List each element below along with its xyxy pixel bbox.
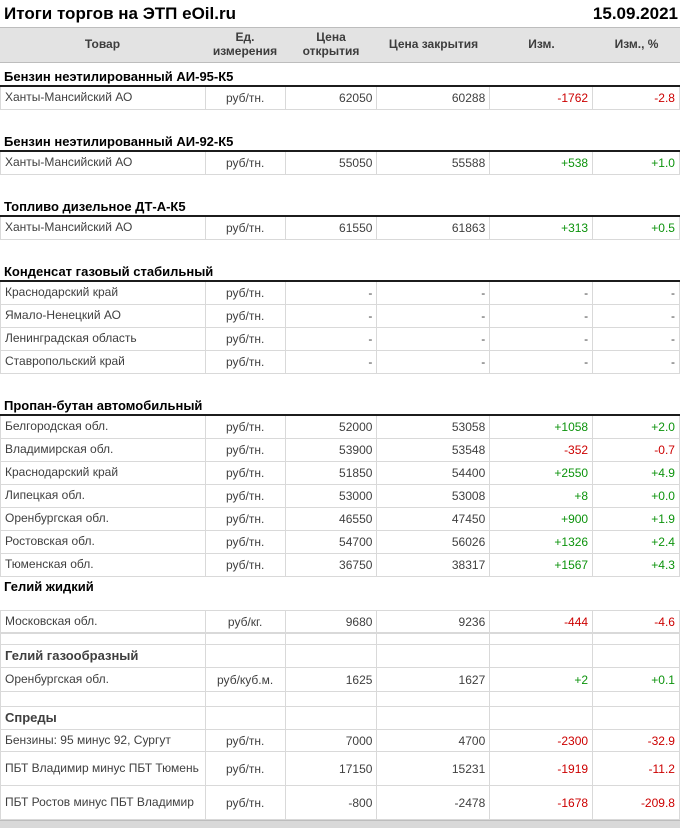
product-cell: Белгородская обл. <box>1 416 206 438</box>
section-title: Конденсат газовый стабильный <box>4 264 214 279</box>
column-header-unit: Ед. измерения <box>212 30 278 58</box>
close-price-cell: 61863 <box>377 217 490 239</box>
table-row <box>0 282 680 305</box>
close-price-cell: -2478 <box>377 786 490 819</box>
section-header-diesel <box>0 198 680 217</box>
change-cell: -1762 <box>490 87 593 109</box>
product-cell: ПБТ Ростов минус ПБТ Владимир <box>1 786 206 819</box>
section-header-condensate <box>0 263 680 282</box>
change-cell: +8 <box>490 485 593 507</box>
table-row <box>0 351 680 374</box>
change-pct-cell: +1.0 <box>593 152 680 174</box>
table-row <box>0 217 680 240</box>
empty-grid-row <box>0 633 680 645</box>
product-cell: Оренбургская обл. <box>1 668 206 691</box>
table-row <box>0 554 680 577</box>
change-cell: +1058 <box>490 416 593 438</box>
report-date: 15.09.2021 <box>592 3 678 23</box>
unit-cell: руб/тн. <box>206 439 286 461</box>
change-pct-cell: +1.9 <box>593 508 680 530</box>
change-pct-cell: -0.7 <box>593 439 680 461</box>
footer-strip <box>0 820 680 828</box>
section-header-helium-gas <box>0 645 680 668</box>
section-title: Бензин неэтилированный АИ-92-К5 <box>4 134 234 149</box>
open-price-cell: -800 <box>286 786 378 819</box>
open-price-cell: 7000 <box>286 730 378 751</box>
close-price-cell: 60288 <box>377 87 490 109</box>
open-price-cell: 55050 <box>286 152 378 174</box>
unit-cell: руб/тн. <box>206 786 286 819</box>
change-cell: +1326 <box>490 531 593 553</box>
section-title: Спреды <box>1 707 206 729</box>
section-header-ai92 <box>0 133 680 152</box>
column-header-open: Цена открытия <box>302 30 360 58</box>
unit-cell: руб/кг. <box>206 611 286 632</box>
product-cell: Бензины: 95 минус 92, Сургут <box>1 730 206 751</box>
unit-cell: руб/тн. <box>206 351 286 373</box>
product-cell: Ханты-Мансийский АО <box>1 87 206 109</box>
open-price-cell: - <box>286 351 378 373</box>
table-column-header <box>0 27 680 63</box>
product-cell: Оренбургская обл. <box>1 508 206 530</box>
page-title: Итоги торгов на ЭТП eOil.ru <box>4 3 236 23</box>
change-pct-cell: +0.5 <box>593 217 680 239</box>
change-pct-cell: -4.6 <box>593 611 680 632</box>
unit-cell: руб/куб.м. <box>206 668 286 691</box>
unit-cell: руб/тн. <box>206 416 286 438</box>
change-pct-cell: -209.8 <box>593 786 680 819</box>
change-cell: - <box>490 305 593 327</box>
change-cell: -352 <box>490 439 593 461</box>
close-price-cell: - <box>377 282 490 304</box>
unit-cell: руб/тн. <box>206 462 286 484</box>
open-price-cell: 46550 <box>286 508 378 530</box>
close-price-cell: 1627 <box>377 668 490 691</box>
change-cell: +313 <box>490 217 593 239</box>
close-price-cell: - <box>377 305 490 327</box>
product-cell: Ханты-Мансийский АО <box>1 152 206 174</box>
change-pct-cell: - <box>593 305 680 327</box>
change-pct-cell: +4.3 <box>593 554 680 576</box>
close-price-cell: 4700 <box>377 730 490 751</box>
change-cell: - <box>490 351 593 373</box>
table-row <box>0 531 680 554</box>
open-price-cell: 54700 <box>286 531 378 553</box>
change-pct-cell: +0.1 <box>593 668 680 691</box>
change-pct-cell: +2.4 <box>593 531 680 553</box>
table-row <box>0 752 680 786</box>
change-cell: +2550 <box>490 462 593 484</box>
change-pct-cell: -32.9 <box>593 730 680 751</box>
change-cell: +2 <box>490 668 593 691</box>
open-price-cell: 62050 <box>286 87 378 109</box>
change-pct-cell: - <box>593 328 680 350</box>
change-cell: - <box>490 282 593 304</box>
change-cell: -444 <box>490 611 593 632</box>
table-row <box>0 786 680 820</box>
table-row <box>0 508 680 531</box>
change-cell: -1919 <box>490 752 593 785</box>
section-header-propane <box>0 397 680 416</box>
product-cell: Московская обл. <box>1 611 206 632</box>
title-bar <box>0 0 680 27</box>
unit-cell: руб/тн. <box>206 328 286 350</box>
open-price-cell: 53900 <box>286 439 378 461</box>
open-price-cell: 53000 <box>286 485 378 507</box>
product-cell: Липецкая обл. <box>1 485 206 507</box>
change-pct-cell: +0.0 <box>593 485 680 507</box>
section-title: Топливо дизельное ДТ-А-К5 <box>4 199 186 214</box>
column-header-close: Цена закрытия <box>388 37 479 52</box>
table-row <box>0 730 680 752</box>
close-price-cell: 55588 <box>377 152 490 174</box>
unit-cell: руб/тн. <box>206 282 286 304</box>
open-price-cell: 9680 <box>286 611 378 632</box>
table-row <box>0 462 680 485</box>
open-price-cell: - <box>286 328 378 350</box>
unit-cell: руб/тн. <box>206 752 286 785</box>
change-pct-cell: -11.2 <box>593 752 680 785</box>
column-header-product: Товар <box>84 37 121 52</box>
change-cell: +900 <box>490 508 593 530</box>
section-title: Гелий газообразный <box>1 645 206 667</box>
unit-cell: руб/тн. <box>206 87 286 109</box>
product-cell: Краснодарский край <box>1 282 206 304</box>
close-price-cell: - <box>377 351 490 373</box>
change-pct-cell: - <box>593 282 680 304</box>
close-price-cell: 47450 <box>377 508 490 530</box>
change-cell: -2300 <box>490 730 593 751</box>
unit-cell: руб/тн. <box>206 730 286 751</box>
section-title: Пропан-бутан автомобильный <box>4 398 203 413</box>
column-header-chg: Изм. <box>528 37 555 52</box>
product-cell: Владимирская обл. <box>1 439 206 461</box>
empty-grid-row <box>0 692 680 707</box>
close-price-cell: 54400 <box>377 462 490 484</box>
product-cell: Ханты-Мансийский АО <box>1 217 206 239</box>
table-row <box>0 439 680 462</box>
unit-cell: руб/тн. <box>206 554 286 576</box>
change-pct-cell: - <box>593 351 680 373</box>
change-pct-cell: +4.9 <box>593 462 680 484</box>
product-cell: Ростовская обл. <box>1 531 206 553</box>
table-row <box>0 305 680 328</box>
open-price-cell: 1625 <box>286 668 378 691</box>
unit-cell: руб/тн. <box>206 485 286 507</box>
unit-cell: руб/тн. <box>206 305 286 327</box>
change-cell: - <box>490 328 593 350</box>
open-price-cell: 52000 <box>286 416 378 438</box>
close-price-cell: 53008 <box>377 485 490 507</box>
close-price-cell: 9236 <box>377 611 490 632</box>
table-row <box>0 152 680 175</box>
close-price-cell: 38317 <box>377 554 490 576</box>
open-price-cell: 36750 <box>286 554 378 576</box>
product-cell: ПБТ Владимир минус ПБТ Тюмень <box>1 752 206 785</box>
open-price-cell: - <box>286 282 378 304</box>
product-cell: Краснодарский край <box>1 462 206 484</box>
close-price-cell: 53058 <box>377 416 490 438</box>
table-row <box>0 328 680 351</box>
table-row <box>0 416 680 439</box>
change-cell: -1678 <box>490 786 593 819</box>
open-price-cell: 17150 <box>286 752 378 785</box>
table-row <box>0 485 680 508</box>
section-header-spreads <box>0 707 680 730</box>
change-pct-cell: +2.0 <box>593 416 680 438</box>
product-cell: Ставропольский край <box>1 351 206 373</box>
open-price-cell: 61550 <box>286 217 378 239</box>
close-price-cell: 15231 <box>377 752 490 785</box>
change-cell: +538 <box>490 152 593 174</box>
open-price-cell: 51850 <box>286 462 378 484</box>
section-header-ai95 <box>0 68 680 87</box>
table-row <box>0 87 680 110</box>
unit-cell: руб/тн. <box>206 217 286 239</box>
product-cell: Тюменская обл. <box>1 554 206 576</box>
section-title: Гелий жидкий <box>4 579 94 594</box>
table-row <box>0 668 680 692</box>
product-cell: Ямало-Ненецкий АО <box>1 305 206 327</box>
table-row <box>0 610 680 633</box>
product-cell: Ленинградская область <box>1 328 206 350</box>
open-price-cell: - <box>286 305 378 327</box>
close-price-cell: 53548 <box>377 439 490 461</box>
unit-cell: руб/тн. <box>206 531 286 553</box>
section-title: Бензин неэтилированный АИ-95-К5 <box>4 69 234 84</box>
column-header-chg-pct: Изм., % <box>614 37 659 52</box>
close-price-cell: - <box>377 328 490 350</box>
unit-cell: руб/тн. <box>206 508 286 530</box>
section-header-helium-liquid <box>0 577 680 596</box>
close-price-cell: 56026 <box>377 531 490 553</box>
unit-cell: руб/тн. <box>206 152 286 174</box>
change-pct-cell: -2.8 <box>593 87 680 109</box>
change-cell: +1567 <box>490 554 593 576</box>
